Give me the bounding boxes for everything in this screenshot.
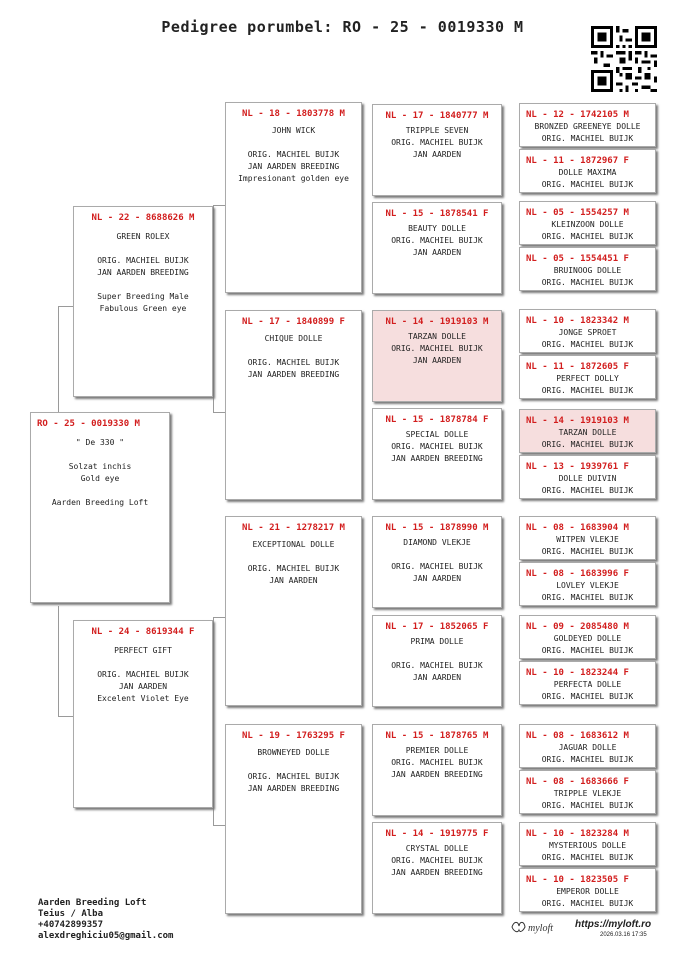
pigeon-card-gen5 — [519, 724, 656, 768]
ring-number: NL - 17 - 1840899 F — [242, 317, 345, 327]
pigeon-name: WITPEN VLEKJE — [556, 535, 619, 544]
ring-number: NL - 18 - 1803778 M — [242, 109, 345, 119]
info-line: ORIG. MACHIEL BUIJK — [541, 340, 634, 349]
pigeon-card-gen5 — [519, 868, 656, 912]
connector-line — [213, 825, 225, 826]
ring-number: NL - 10 - 1823284 M — [526, 829, 629, 839]
info-line: ORIG. MACHIEL BUIJK — [541, 278, 634, 287]
info-line: ORIG. MACHIEL BUIJK — [97, 256, 189, 265]
ring-number: NL - 11 - 1872967 F — [526, 156, 629, 166]
info-line: ORIG. MACHIEL BUIJK — [391, 856, 483, 865]
info-line: ORIG. MACHIEL BUIJK — [391, 562, 483, 571]
ring-number: NL - 12 - 1742105 M — [526, 110, 629, 120]
connector-line — [58, 716, 73, 717]
info-line: ORIG. MACHIEL BUIJK — [541, 180, 634, 189]
info-line: ORIG. MACHIEL BUIJK — [541, 899, 634, 908]
ring-number: NL - 10 - 1823342 M — [526, 316, 629, 326]
ring-number: NL - 15 - 1878541 F — [385, 209, 489, 219]
pigeon-card-grandparent — [225, 102, 362, 293]
pigeon-card-gen5 — [519, 409, 656, 453]
ring-number: NL - 08 - 1683666 F — [526, 777, 629, 787]
info-line: ORIG. MACHIEL BUIJK — [247, 564, 340, 573]
info-line: JAN AARDEN BREEDING — [247, 784, 340, 793]
pigeon-card-grandparent — [225, 516, 362, 706]
pigeon-card-grandparent — [225, 310, 362, 500]
ring-number: NL - 08 - 1683612 M — [526, 731, 629, 741]
pigeon-name: JAGUAR DOLLE — [558, 743, 617, 752]
info-line: ORIG. MACHIEL BUIJK — [97, 670, 189, 679]
pigeon-card-dam — [73, 620, 213, 808]
info-line: ORIG. MACHIEL BUIJK — [391, 758, 483, 767]
pigeon-name: " De 330 " — [75, 438, 125, 447]
connector-line — [58, 606, 59, 716]
pigeon-card-gen5 — [519, 562, 656, 606]
info-line: JAN AARDEN — [118, 682, 168, 691]
ring-number: NL - 14 - 1919775 F — [385, 829, 489, 839]
ring-number: NL - 15 - 1878990 M — [385, 523, 489, 533]
pigeon-name: PRIMA DOLLE — [410, 637, 464, 646]
pigeon-name: BROWNEYED DOLLE — [257, 748, 330, 757]
logo-text: myloft — [528, 923, 553, 934]
ring-number: NL - 22 - 8688626 M — [91, 213, 195, 223]
pigeon-name: JOHN WICK — [271, 126, 316, 135]
pigeon-name: TARZAN DOLLE — [558, 428, 617, 437]
info-line: ORIG. MACHIEL BUIJK — [541, 232, 634, 241]
info-line: JAN AARDEN BREEDING — [391, 868, 483, 877]
info-line: ORIG. MACHIEL BUIJK — [541, 386, 634, 395]
ring-number: NL - 14 - 1919103 M — [526, 416, 629, 426]
pigeon-card-gen5 — [519, 149, 656, 193]
info-line: JAN AARDEN BREEDING — [391, 454, 483, 463]
info-line: JAN AARDEN — [412, 356, 462, 365]
pigeon-name: TRIPPLE SEVEN — [405, 126, 469, 135]
ring-number: NL - 14 - 1919103 M — [385, 317, 489, 327]
pigeon-card-gen5 — [519, 455, 656, 499]
pigeon-card-gen5 — [519, 201, 656, 245]
pigeon-card-grandparent — [225, 724, 362, 914]
ring-number: NL - 17 - 1840777 M — [385, 111, 489, 121]
pigeon-name: CRYSTAL DOLLE — [405, 844, 469, 853]
pigeon-name: TRIPPLE VLEKJE — [553, 789, 622, 798]
info-line: ORIG. MACHIEL BUIJK — [391, 138, 483, 147]
ring-number: NL - 15 - 1878765 M — [385, 731, 489, 741]
info-line: Super Breeding Male — [97, 292, 189, 301]
myloft-logo — [510, 918, 570, 936]
pigeon-name: SPECIAL DOLLE — [405, 430, 469, 439]
connector-line — [213, 617, 214, 825]
ring-number: NL - 13 - 1939761 F — [526, 462, 629, 472]
pigeon-card-gen5 — [519, 355, 656, 399]
pigeon-card-gen5 — [519, 103, 656, 147]
info-line: ORIG. MACHIEL BUIJK — [541, 853, 634, 862]
pigeon-card-great-grandparent — [372, 516, 502, 608]
pigeon-name: MYSTERIOUS DOLLE — [548, 841, 627, 850]
ring-number: NL - 21 - 1278217 M — [242, 523, 345, 533]
info-line: JAN AARDEN BREEDING — [247, 162, 340, 171]
info-line: JAN AARDEN — [269, 576, 318, 585]
connector-line — [213, 617, 225, 618]
pigeon-card-great-grandparent — [372, 822, 502, 914]
pigeon-card-gen5 — [519, 247, 656, 291]
ring-number: NL - 19 - 1763295 F — [242, 731, 345, 741]
info-line: ORIG. MACHIEL BUIJK — [541, 755, 634, 764]
ring-number: NL - 17 - 1852065 F — [385, 622, 489, 632]
pigeon-name: PERFECTA DOLLE — [553, 680, 622, 689]
info-line: Solzat inchis — [68, 462, 132, 471]
pigeon-name: DOLLE MAXIMA — [558, 168, 617, 177]
pigeon-name: PERFECT DOLLY — [556, 374, 619, 383]
info-line: ORIG. MACHIEL BUIJK — [541, 547, 634, 556]
info-line: JAN AARDEN BREEDING — [391, 770, 483, 779]
loft-phone: +40742899357 — [38, 920, 104, 930]
loft-name: Aarden Breeding Loft — [38, 898, 147, 908]
info-line: ORIG. MACHIEL BUIJK — [247, 358, 340, 367]
pigeon-card-great-grandparent — [372, 724, 502, 816]
info-line: JAN AARDEN BREEDING — [97, 268, 189, 277]
ring-number: NL - 08 - 1683996 F — [526, 569, 629, 579]
pigeon-name: TARZAN DOLLE — [408, 332, 466, 341]
info-line: JAN AARDEN — [412, 248, 462, 257]
info-line: JAN AARDEN — [412, 150, 462, 159]
info-line: ORIG. MACHIEL BUIJK — [247, 150, 340, 159]
pigeon-name: GOLDEYED DOLLE — [553, 634, 622, 643]
pigeon-card-gen5 — [519, 822, 656, 866]
ring-number: NL - 08 - 1683904 M — [526, 523, 629, 533]
info-line: Excelent Violet Eye — [97, 694, 189, 703]
info-line: ORIG. MACHIEL BUIJK — [541, 646, 634, 655]
pigeon-name: LOVLEY VLEKJE — [556, 581, 619, 590]
pigeon-name: CHIQUE DOLLE — [264, 334, 323, 343]
pigeon-card-great-grandparent — [372, 104, 502, 196]
connector-line — [213, 205, 225, 206]
loft-email: alexdreghiciu05@gmail.com — [38, 931, 174, 941]
pigeon-name: BEAUTY DOLLE — [408, 224, 466, 233]
connector-line — [58, 306, 59, 414]
pigeon-name: DIAMOND VLEKJE — [403, 538, 471, 547]
ring-number: NL - 10 - 1823244 F — [526, 668, 629, 678]
pigeon-name: JONGE SPROET — [558, 328, 617, 337]
pigeon-card-gen5 — [519, 615, 656, 659]
ring-number: NL - 09 - 2085480 M — [526, 622, 629, 632]
info-line: ORIG. MACHIEL BUIJK — [541, 440, 634, 449]
info-line: ORIG. MACHIEL BUIJK — [247, 772, 340, 781]
pigeon-card-great-grandparent — [372, 310, 502, 402]
info-line: ORIG. MACHIEL BUIJK — [391, 442, 483, 451]
info-line: Gold eye — [80, 474, 120, 483]
loft-contact — [38, 898, 173, 942]
ring-number: RO - 25 - 0019330 M — [37, 419, 140, 429]
pigeon-name: PERFECT GIFT — [114, 646, 172, 655]
ring-number: NL - 05 - 1554451 F — [526, 254, 629, 264]
connector-line — [58, 306, 73, 307]
connector-line — [213, 412, 225, 413]
pigeon-name: GREEN ROLEX — [116, 232, 170, 241]
pigeon-card-great-grandparent — [372, 615, 502, 707]
info-line: ORIG. MACHIEL BUIJK — [541, 801, 634, 810]
ring-number: NL - 15 - 1878784 F — [385, 415, 489, 425]
pigeon-card-great-grandparent — [372, 408, 502, 500]
info-line: Fabulous Green eye — [99, 304, 187, 313]
info-line: ORIG. MACHIEL BUIJK — [541, 134, 634, 143]
pigeon-name: KLEINZOON DOLLE — [551, 220, 624, 229]
info-line: ORIG. MACHIEL BUIJK — [541, 593, 634, 602]
pigeon-name: BRONZED GREENEYE DOLLE — [534, 122, 641, 131]
info-line: ORIG. MACHIEL BUIJK — [541, 692, 634, 701]
connector-line — [213, 205, 214, 412]
ring-number: NL - 24 - 8619344 F — [91, 627, 195, 637]
pigeon-card-gen5 — [519, 516, 656, 560]
info-line: Impresionant golden eye — [238, 174, 349, 183]
info-line: ORIG. MACHIEL BUIJK — [391, 661, 483, 670]
pigeon-card-gen5 — [519, 770, 656, 814]
footer-url[interactable]: https://myloft.ro — [575, 919, 652, 930]
pigeon-card-sire — [73, 206, 213, 397]
info-line: ORIG. MACHIEL BUIJK — [391, 236, 483, 245]
page-title: Pedigree porumbel: RO - 25 - 0019330 M — [161, 18, 524, 36]
ring-number: NL - 05 - 1554257 M — [526, 208, 629, 218]
pigeon-name: DOLLE DUIVIN — [558, 474, 617, 483]
info-line: ORIG. MACHIEL BUIJK — [541, 486, 634, 495]
info-line: JAN AARDEN — [412, 574, 462, 583]
ring-number: NL - 11 - 1872605 F — [526, 362, 629, 372]
qr-code — [591, 26, 657, 92]
pigeon-card-subject — [30, 412, 170, 603]
loft-location: Teius / Alba — [38, 909, 104, 919]
print-date: 2026.03.16 17:35 — [600, 932, 647, 938]
ring-number: NL - 10 - 1823505 F — [526, 875, 629, 885]
pigeon-card-gen5 — [519, 309, 656, 353]
info-line: JAN AARDEN BREEDING — [247, 370, 340, 379]
pigeon-card-gen5 — [519, 661, 656, 705]
pigeon-name: BRUINOOG DOLLE — [553, 266, 622, 275]
pigeon-name: EXCEPTIONAL DOLLE — [252, 540, 335, 549]
info-line: Aarden Breeding Loft — [51, 498, 149, 507]
info-line: ORIG. MACHIEL BUIJK — [391, 344, 483, 353]
pigeon-name: EMPEROR DOLLE — [556, 887, 619, 896]
info-line: JAN AARDEN — [412, 673, 462, 682]
pigeon-name: PREMIER DOLLE — [405, 746, 469, 755]
pigeon-card-great-grandparent — [372, 202, 502, 294]
